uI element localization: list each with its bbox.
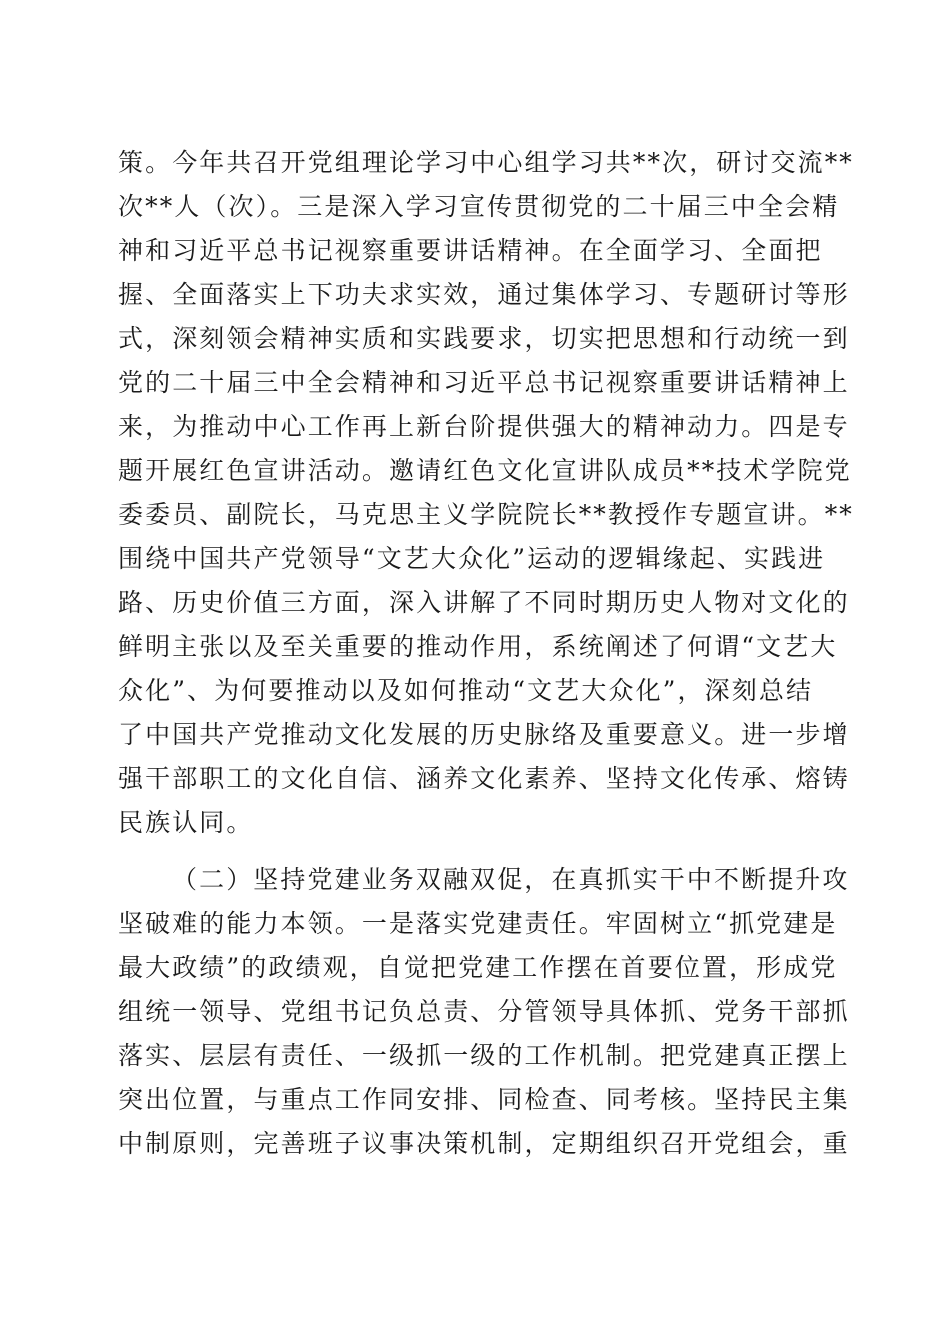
paragraph-1-line: 党的二十届三中全会精神和习近平总书记视察重要讲话精神上 <box>118 368 850 397</box>
paragraph-1-line: 围绕中国共产党领导“文艺大众化”运动的逻辑缘起、实践进 <box>118 544 826 573</box>
paragraph-1-line: 众化”、为何要推动以及如何推动“文艺大众化”，深刻总结 <box>118 676 814 705</box>
paragraph-1-line: 神和习近平总书记视察重要讲话精神。在全面学习、全面把 <box>118 236 823 265</box>
paragraph-2-heading-line: （二）坚持党建业务双融双促，在真抓实干中不断提升攻 <box>172 865 850 894</box>
paragraph-1-line: 了中国共产党推动文化发展的历史脉络及重要意义。进一步增 <box>118 720 850 749</box>
paragraph-2-line: 突出位置，与重点工作同安排、同检查、同考核。坚持民主集 <box>118 1085 850 1114</box>
paragraph-1-line: 题开展红色宣讲活动。邀请红色文化宣讲队成员**技术学院党 <box>118 456 852 485</box>
paragraph-1-line: 鲜明主张以及至关重要的推动作用，系统阐述了何谓“文艺大 <box>118 632 838 661</box>
paragraph-1-line: 民族认同。 <box>118 808 254 837</box>
paragraph-2 <box>118 858 850 1166</box>
paragraph-2-line: 组统一领导、党组书记负总责、分管领导具体抓、党务干部抓 <box>118 997 850 1026</box>
paragraph-1-line: 委委员、副院长，马克思主义学院院长**教授作专题宣讲。** <box>118 500 854 529</box>
paragraph-1-line: 策。今年共召开党组理论学习中心组学习共**次，研讨交流** <box>118 148 854 177</box>
paragraph-1 <box>118 141 854 845</box>
paragraph-1-line: 次**人（次）。三是深入学习宣传贯彻党的二十届三中全会精 <box>118 192 840 221</box>
paragraph-1-line: 来，为推动中心工作再上新台阶提供强大的精神动力。四是专 <box>118 412 850 441</box>
paragraph-2-line: 最大政绩”的政绩观，自觉把党建工作摆在首要位置，形成党 <box>118 953 838 982</box>
paragraph-1-line: 式，深刻领会精神实质和实践要求，切实把思想和行动统一到 <box>118 324 850 353</box>
paragraph-1-line: 路、历史价值三方面，深入讲解了不同时期历史人物对文化的 <box>118 588 850 617</box>
paragraph-2-line: 中制原则，完善班子议事决策机制，定期组织召开党组会，重 <box>118 1129 850 1158</box>
paragraph-2-line: 落实、层层有责任、一级抓一级的工作机制。把党建真正摆上 <box>118 1041 850 1070</box>
paragraph-1-line: 握、全面落实上下功夫求实效，通过集体学习、专题研讨等形 <box>118 280 850 309</box>
paragraph-1-line: 强干部职工的文化自信、涵养文化素养、坚持文化传承、熔铸 <box>118 764 850 793</box>
paragraph-2-line: 坚破难的能力本领。一是落实党建责任。牢固树立“抓党建是 <box>118 909 838 938</box>
